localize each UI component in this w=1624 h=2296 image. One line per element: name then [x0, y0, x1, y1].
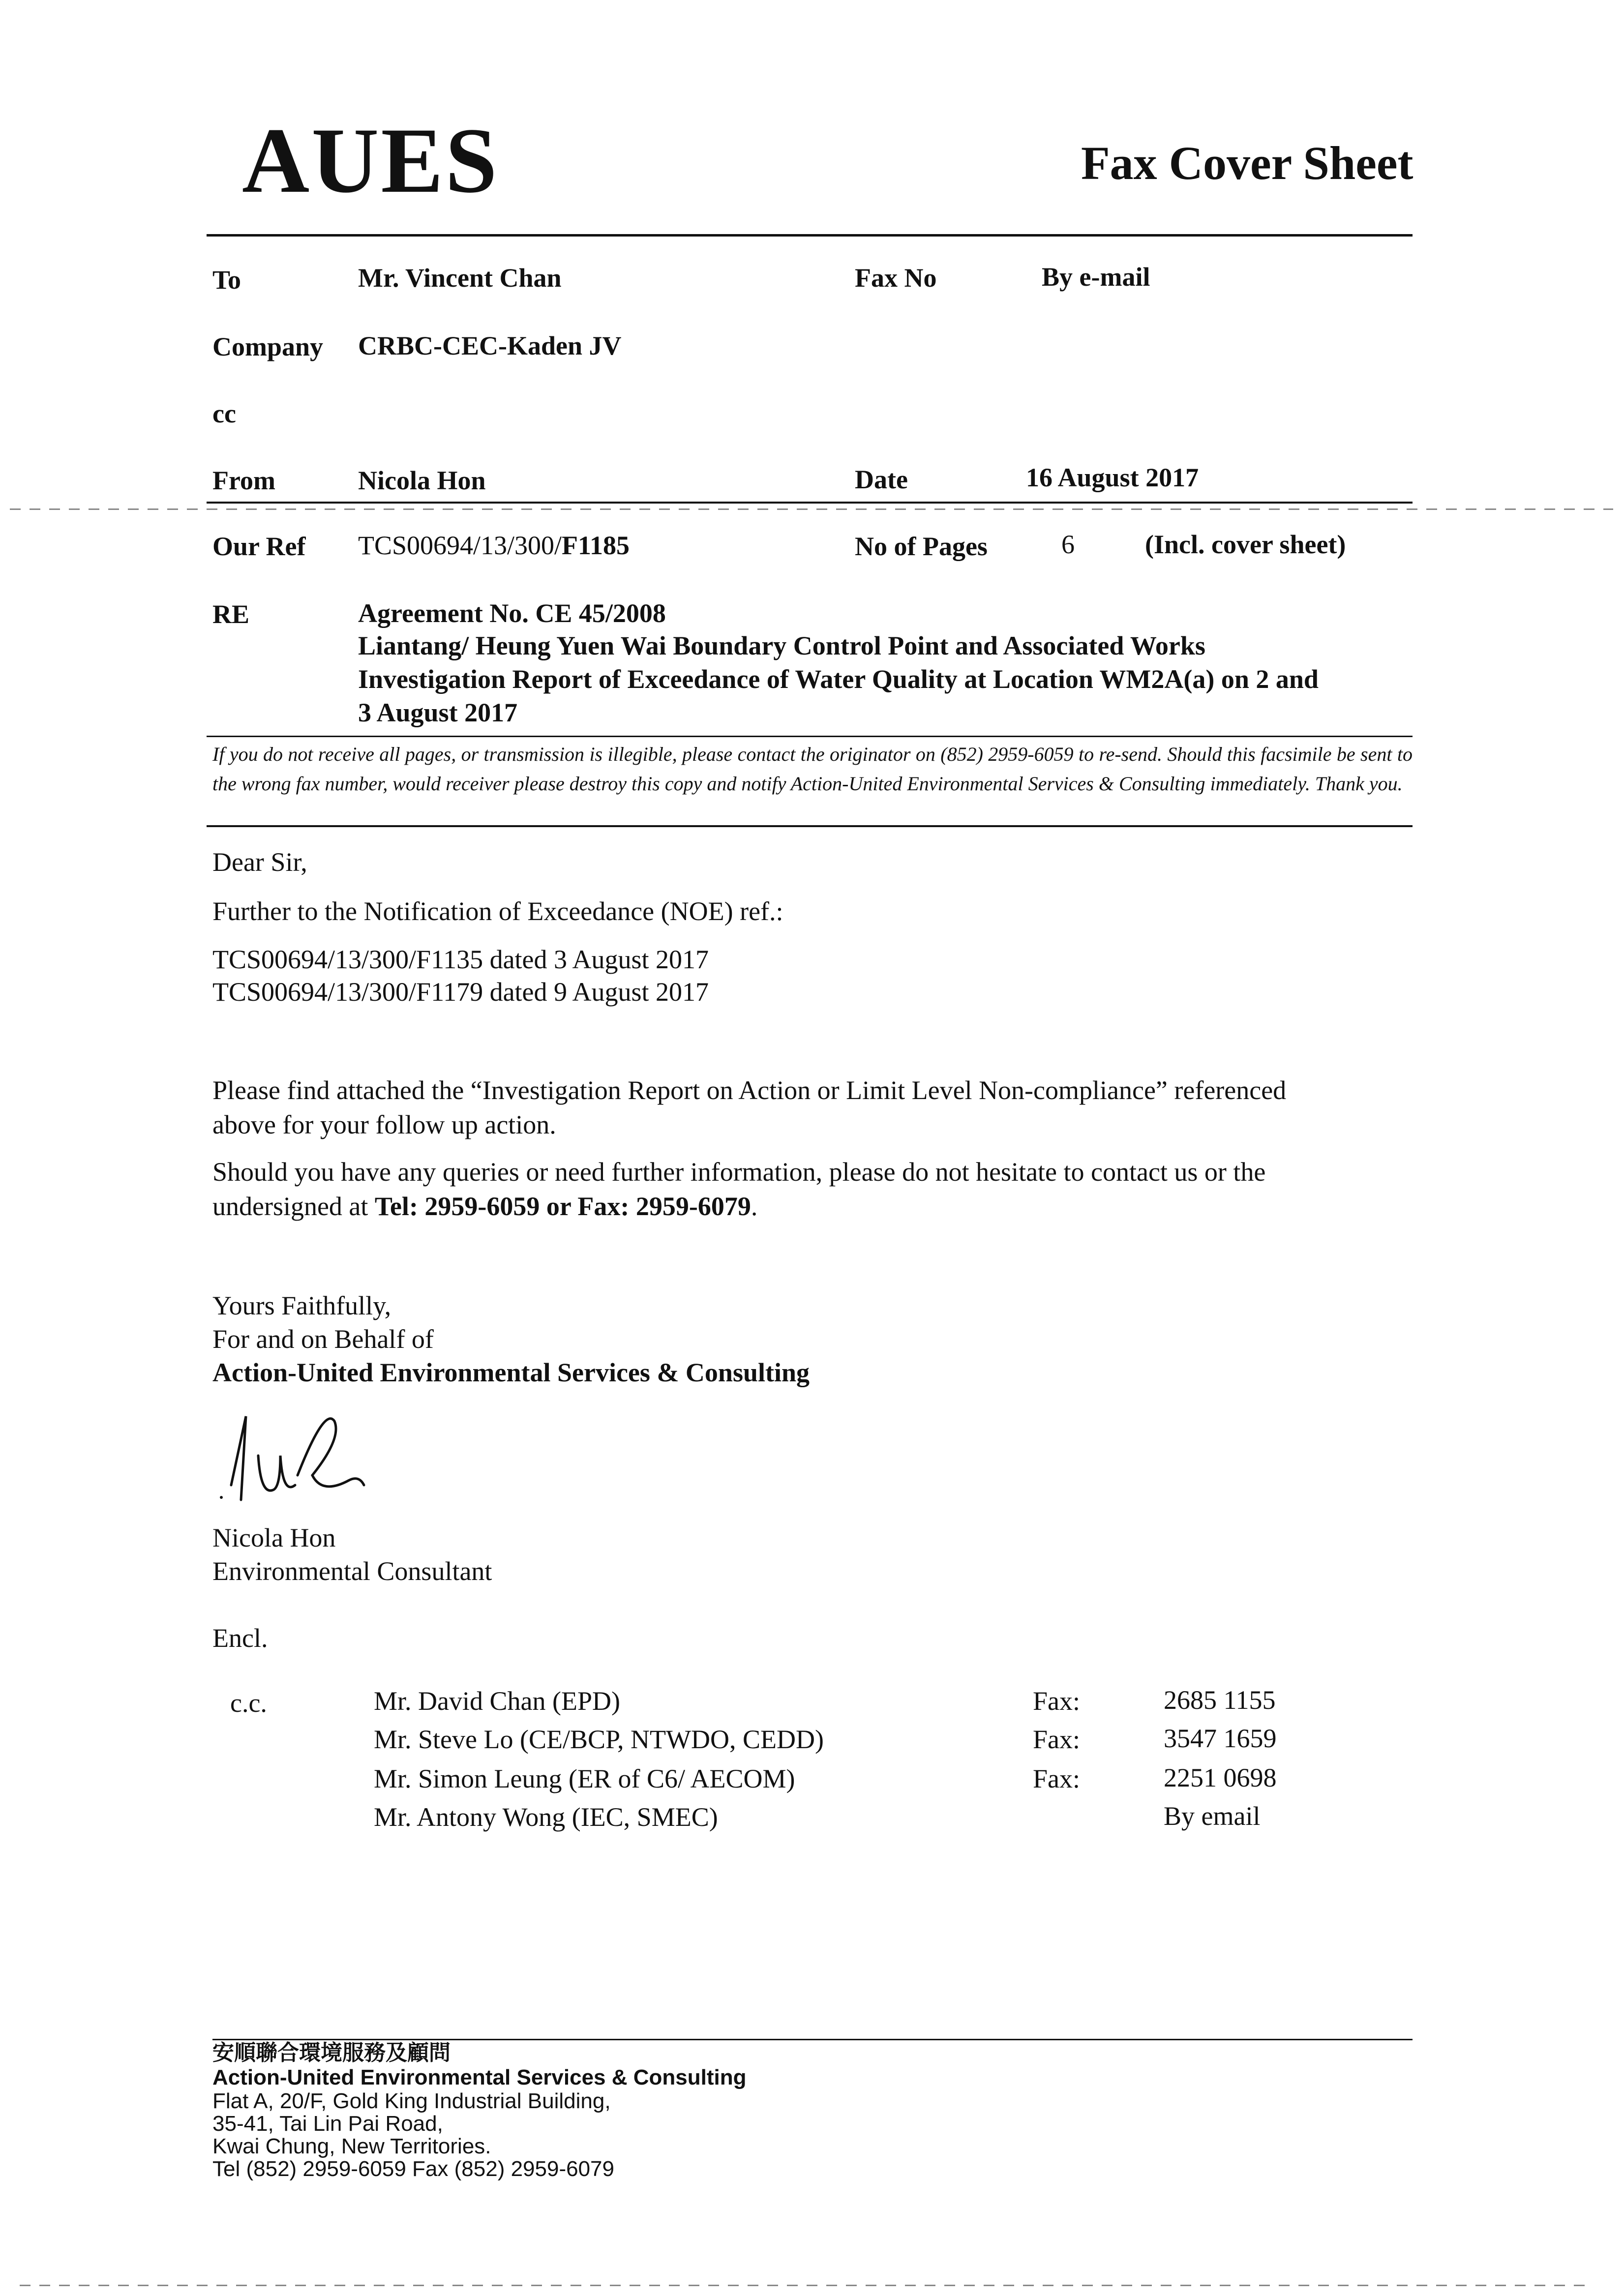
- paragraph-2: [212, 1191, 757, 1222]
- contact-numbers: Tel: 2959-6059 or Fax: 2959-6079: [374, 1192, 751, 1221]
- pages-label: No of Pages: [855, 532, 988, 561]
- signer-name: Nicola Hon: [212, 1523, 336, 1552]
- date-label: Date: [855, 465, 908, 494]
- faxno-label: Fax No: [855, 263, 937, 293]
- faxno-value: By e-mail: [1042, 262, 1150, 292]
- re-line: Agreement No. CE 45/2008: [358, 598, 666, 628]
- re-line: Liantang/ Heung Yuen Wai Boundary Control Point and Associated Works: [358, 631, 1205, 660]
- document-title: Fax Cover Sheet: [1081, 137, 1413, 189]
- date-value: 16 August 2017: [1026, 463, 1199, 492]
- company-label: Company: [212, 332, 324, 361]
- ourref-prefix: TCS00694/13/300/: [358, 531, 562, 560]
- cc-fax: 2251 0698: [1164, 1763, 1277, 1792]
- scan-artifact: [10, 508, 1613, 510]
- cc-fax-label: Fax:: [1033, 1686, 1081, 1716]
- footer-address: 35-41, Tai Lin Pai Road,: [212, 2112, 443, 2136]
- cc-name: Mr. Steve Lo (CE/BCP, NTWDO, CEDD): [374, 1725, 824, 1754]
- cc-fax: 3547 1659: [1164, 1724, 1277, 1753]
- intro-text: Further to the Notification of Exceedance (NOE) ref.:: [212, 896, 783, 926]
- company-logo: AUES: [242, 109, 499, 212]
- paragraph-1: Please find attached the “Investigation Report on Action or Limit Level Non-compliance” referenced: [212, 1075, 1287, 1105]
- paragraph-1: above for your follow up action.: [212, 1110, 556, 1139]
- cc-fax: By email: [1164, 1801, 1261, 1831]
- scan-artifact: [20, 2285, 1594, 2286]
- paragraph-2-suffix: .: [751, 1192, 758, 1221]
- to-value: Mr. Vincent Chan: [358, 263, 562, 293]
- notice-bottom-rule: [207, 825, 1413, 827]
- signer-title: Environmental Consultant: [212, 1556, 492, 1586]
- header-rule: [207, 234, 1413, 237]
- footer-company: Action-United Environmental Services & Consulting: [212, 2065, 747, 2089]
- notice-top-rule: [207, 736, 1413, 737]
- paragraph-2: Should you have any queries or need further information, please do not hesitate to contact us or the: [212, 1157, 1266, 1187]
- footer-chinese-name: 安順聯合環境服務及顧問: [212, 2041, 451, 2065]
- cc-name: Mr. Antony Wong (IEC, SMEC): [374, 1802, 718, 1832]
- from-rule: [207, 502, 1413, 504]
- paragraph-2-prefix: undersigned at: [212, 1192, 375, 1221]
- ourref-label: Our Ref: [212, 532, 306, 561]
- re-line: 3 August 2017: [358, 698, 518, 727]
- cc-fax-label: Fax:: [1033, 1764, 1081, 1793]
- footer-rule: [212, 2039, 1413, 2040]
- noe-reference: TCS00694/13/300/F1179 dated 9 August 2017: [212, 977, 709, 1007]
- closing-line: For and on Behalf of: [212, 1324, 434, 1354]
- re-label: RE: [212, 599, 250, 629]
- company-value: CRBC-CEC-Kaden JV: [358, 331, 622, 360]
- to-label: To: [212, 265, 241, 295]
- cc-fax: 2685 1155: [1164, 1685, 1276, 1715]
- salutation: Dear Sir,: [212, 847, 307, 877]
- footer-address: Kwai Chung, New Territories.: [212, 2134, 491, 2158]
- transmission-notice: If you do not receive all pages, or transmission is illegible, please contact the originator on (852) 2959-6059 to re-send. Should this facsimile be sent to the wrong fax number, would receiver please destroy this copy and notify Action-United Environmental Services & Consulting immediately. Thank you.: [212, 743, 1413, 795]
- from-value: Nicola Hon: [358, 466, 486, 495]
- cc-list-label: c.c.: [230, 1688, 267, 1718]
- footer-address: Flat A, 20/F, Gold King Industrial Building,: [212, 2089, 611, 2113]
- enclosure: Encl.: [212, 1623, 268, 1653]
- re-line: Investigation Report of Exceedance of Water Quality at Location WM2A(a) on 2 and: [358, 664, 1319, 694]
- closing-company: Action-United Environmental Services & Consulting: [212, 1358, 810, 1387]
- from-label: From: [212, 466, 275, 495]
- cc-name: Mr. Simon Leung (ER of C6/ AECOM): [374, 1764, 795, 1793]
- pages-note: (Incl. cover sheet): [1145, 530, 1346, 559]
- pages-value: 6: [1061, 530, 1075, 559]
- signature: [211, 1401, 418, 1515]
- closing-line: Yours Faithfully,: [212, 1291, 391, 1320]
- footer-contact: Tel (852) 2959-6059 Fax (852) 2959-6079: [212, 2157, 614, 2181]
- ourref-suffix: F1185: [562, 531, 630, 560]
- cc-label: cc: [212, 399, 236, 428]
- noe-reference: TCS00694/13/300/F1135 dated 3 August 2017: [212, 945, 709, 974]
- ourref-value: [358, 530, 630, 561]
- cc-fax-label: Fax:: [1033, 1725, 1081, 1754]
- cc-name: Mr. David Chan (EPD): [374, 1686, 620, 1716]
